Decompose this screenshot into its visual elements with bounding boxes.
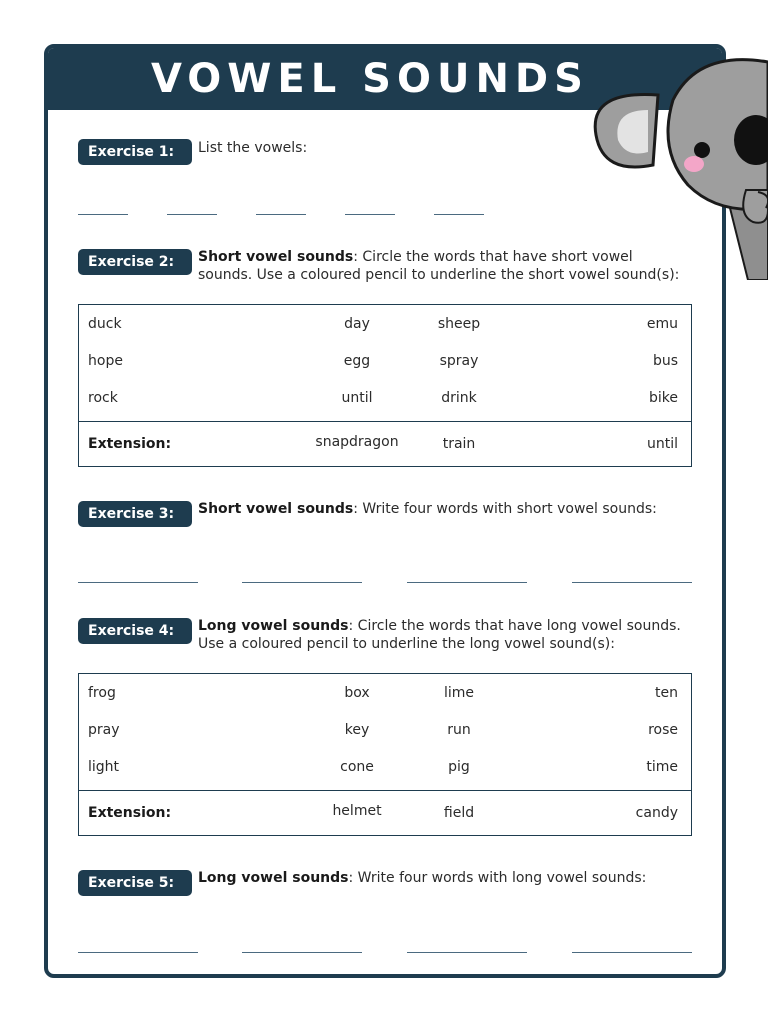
exercise-4-heading: Long vowel sounds: [198, 618, 349, 634]
word-cell[interactable]: until: [646, 436, 678, 452]
word-cell[interactable]: pig: [448, 759, 470, 775]
word-cell[interactable]: bus: [652, 353, 678, 369]
answer-line[interactable]: [345, 214, 395, 215]
exercise-1-text: List the vowels:: [198, 140, 308, 156]
extension-divider: [79, 421, 691, 422]
exercise-2-text: Short vowel sounds: Circle the words that have short vowel sounds. Use a coloured pencil to underline the short vowel sound(s):: [198, 249, 680, 283]
word-cell[interactable]: candy: [635, 805, 678, 821]
exercise-2-heading: Short vowel sounds: [198, 249, 354, 265]
word-cell[interactable]: until: [341, 390, 373, 406]
answer-line[interactable]: [78, 582, 198, 583]
exercise-5-heading: Long vowel sounds: [198, 870, 349, 886]
word-cell[interactable]: sheep: [437, 316, 481, 332]
extension-label: Extension:: [88, 436, 172, 452]
word-cell[interactable]: rock: [88, 390, 118, 406]
word-cell[interactable]: lime: [443, 685, 475, 701]
answer-line[interactable]: [256, 214, 306, 215]
word-cell[interactable]: snapdragon: [315, 434, 399, 450]
extension-divider: [79, 790, 691, 791]
answer-line[interactable]: [167, 214, 217, 215]
exercise-3-heading: Short vowel sounds: [198, 501, 354, 517]
word-cell[interactable]: cone: [340, 759, 374, 775]
word-cell[interactable]: hope: [88, 353, 123, 369]
koala-illustration: [578, 40, 768, 280]
extension-label: Extension:: [88, 805, 172, 821]
word-cell[interactable]: box: [344, 685, 370, 701]
long-vowel-word-table: [78, 673, 692, 836]
answer-line[interactable]: [78, 952, 198, 953]
exercise-3-label: Exercise 3:: [78, 501, 192, 527]
word-cell[interactable]: duck: [88, 316, 122, 332]
exercise-3-text: Short vowel sounds: Write four words with short vowel sounds:: [198, 501, 657, 517]
exercise-1-label: Exercise 1:: [78, 139, 192, 165]
word-cell[interactable]: day: [344, 316, 370, 332]
exercise-5-label: Exercise 5:: [78, 870, 192, 896]
word-cell[interactable]: egg: [343, 353, 371, 369]
word-cell[interactable]: frog: [88, 685, 116, 701]
answer-line[interactable]: [407, 582, 527, 583]
word-cell[interactable]: helmet: [332, 803, 382, 819]
exercise-5-text: Long vowel sounds: Write four words with long vowel sounds:: [198, 870, 647, 886]
answer-line[interactable]: [407, 952, 527, 953]
word-cell[interactable]: key: [344, 722, 370, 738]
word-cell[interactable]: spray: [439, 353, 479, 369]
answer-line[interactable]: [78, 214, 128, 215]
word-cell[interactable]: run: [447, 722, 471, 738]
answer-line[interactable]: [572, 582, 692, 583]
answer-line[interactable]: [434, 214, 484, 215]
word-cell[interactable]: bike: [649, 390, 678, 406]
answer-line[interactable]: [242, 582, 362, 583]
short-vowel-word-table: [78, 304, 692, 467]
word-cell[interactable]: light: [88, 759, 120, 775]
word-cell[interactable]: emu: [646, 316, 678, 332]
word-cell[interactable]: train: [442, 436, 476, 452]
word-cell[interactable]: time: [646, 759, 678, 775]
word-cell[interactable]: drink: [441, 390, 477, 406]
word-cell[interactable]: pray: [88, 722, 120, 738]
answer-line[interactable]: [572, 952, 692, 953]
word-cell[interactable]: rose: [648, 722, 678, 738]
exercise-4-text: Long vowel sounds: Circle the words that have long vowel sounds. Use a coloured pencil to underline the long vowel sound(s):: [198, 618, 681, 652]
answer-line[interactable]: [242, 952, 362, 953]
exercise-2-label: Exercise 2:: [78, 249, 192, 275]
page-title: VOWEL SOUNDS: [151, 56, 589, 102]
word-cell[interactable]: field: [443, 805, 475, 821]
word-cell[interactable]: ten: [655, 685, 678, 701]
exercise-4-label: Exercise 4:: [78, 618, 192, 644]
